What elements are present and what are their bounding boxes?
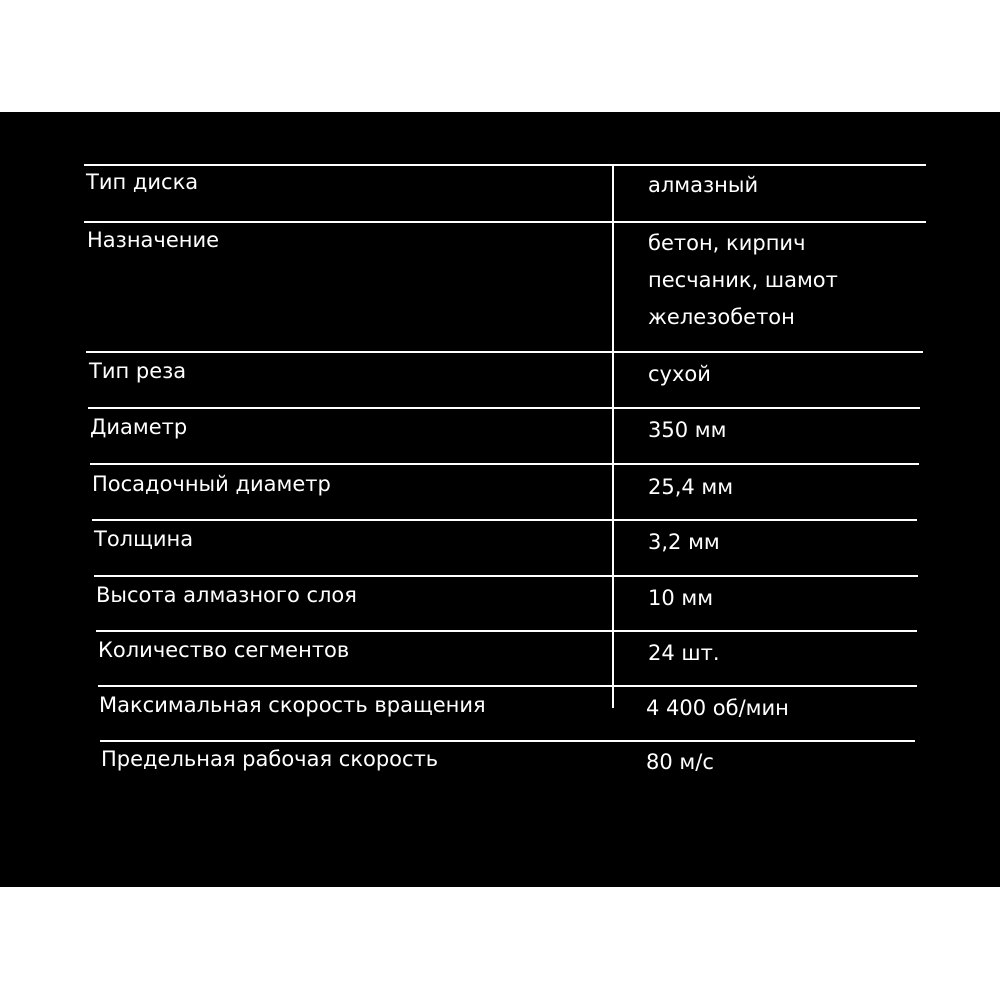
value-line: 24 шт. (648, 641, 720, 665)
value-line: 4 400 об/мин (646, 696, 789, 720)
row-value-bore-diameter (648, 469, 733, 506)
row-label-segment-count: Количество сегментов (98, 638, 350, 662)
value-line: 80 м/с (646, 750, 714, 774)
value-line: 3,2 мм (648, 530, 720, 554)
row-label-diamond-layer-height: Высота алмазного слоя (96, 583, 357, 607)
value-line: железобетон (648, 305, 795, 329)
row-label-max-working-speed: Предельная рабочая скорость (101, 747, 439, 771)
row-value-max-rotation-speed (646, 690, 789, 727)
table-rule (90, 463, 919, 465)
row-value-max-working-speed (646, 744, 714, 781)
row-label-max-rotation-speed: Максимальная скорость вращения (99, 693, 486, 717)
row-value-thickness (648, 524, 720, 561)
value-line: алмазный (648, 173, 759, 197)
row-label-cut-type: Тип реза (89, 359, 187, 383)
row-label-bore-diameter: Посадочный диаметр (92, 472, 331, 496)
value-line: 25,4 мм (648, 475, 734, 499)
spec-panel (0, 112, 1000, 887)
table-rule (84, 164, 926, 166)
value-line: песчаник, шамот (648, 268, 838, 292)
value-line: бетон, кирпич (648, 231, 806, 255)
row-value-purpose (648, 225, 838, 336)
table-rule (86, 351, 923, 353)
row-value-diamond-layer-height (648, 580, 713, 617)
value-line: сухой (648, 362, 711, 386)
row-value-segment-count (648, 635, 720, 672)
row-label-diameter: Диаметр (90, 415, 188, 439)
row-label-purpose: Назначение (87, 228, 220, 252)
table-rule (92, 519, 917, 521)
value-line: 10 мм (648, 586, 714, 610)
table-rule (88, 407, 920, 409)
row-label-thickness: Толщина (94, 527, 194, 551)
row-value-disc-type (648, 167, 758, 204)
row-value-diameter (648, 412, 726, 449)
row-value-cut-type (648, 356, 711, 393)
column-divider (612, 164, 614, 708)
value-line: 350 мм (648, 418, 727, 442)
row-label-disc-type: Тип диска (86, 170, 199, 194)
